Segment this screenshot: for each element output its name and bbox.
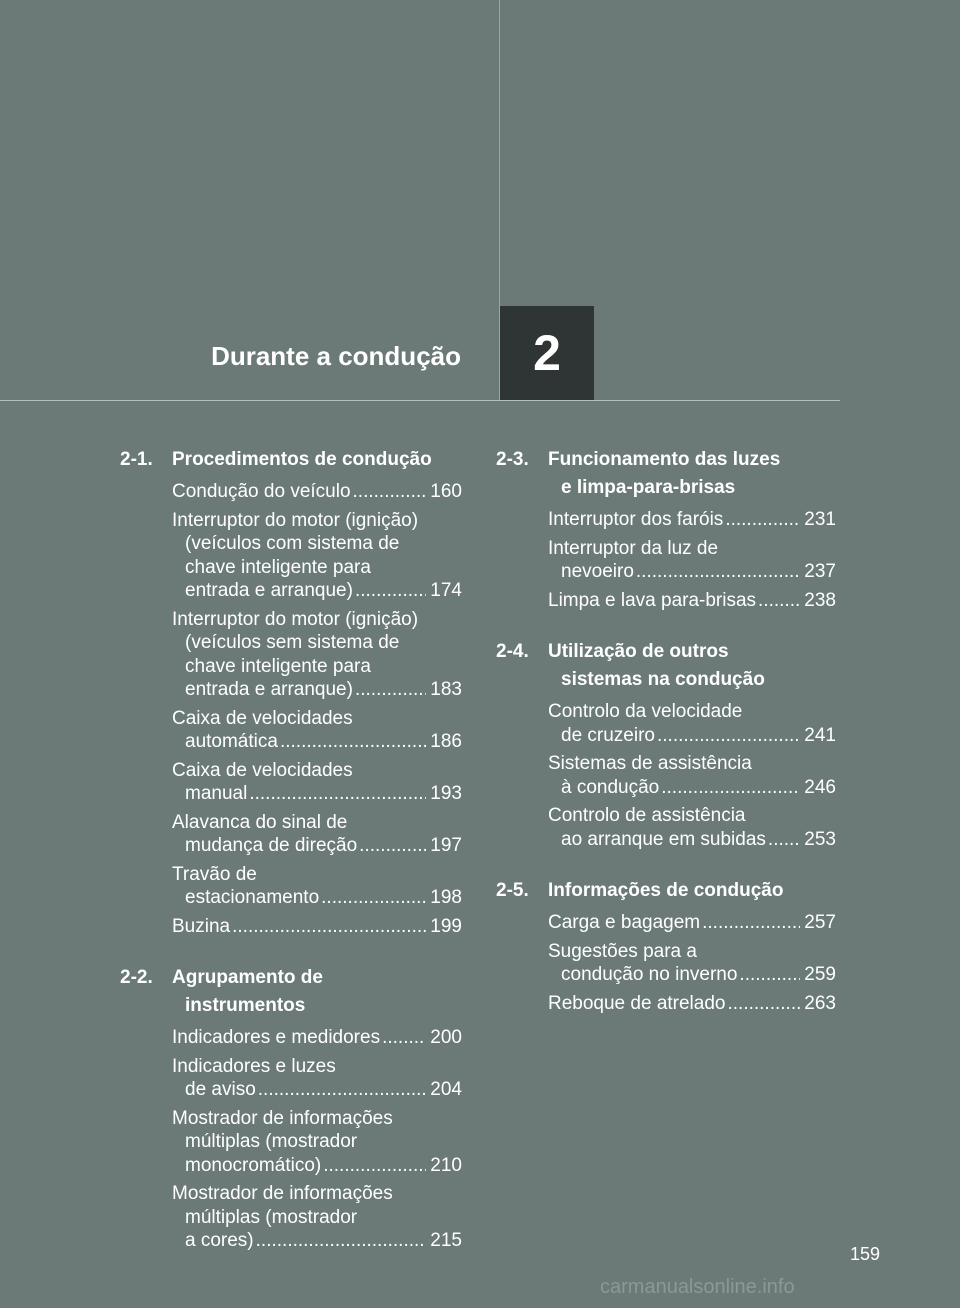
toc-entry (172, 1026, 462, 1050)
entry-text-line: Interruptor do motor (ignição) (172, 608, 419, 630)
toc-entry (172, 759, 462, 806)
toc-entry (172, 811, 462, 858)
entry-text-line: condução no inverno (561, 964, 738, 985)
section-number: 2-3. (496, 449, 529, 470)
toc-section (120, 446, 462, 938)
entry-page-number: 253 (804, 828, 836, 850)
entry-last-line (172, 1078, 462, 1102)
toc-entry (172, 1107, 462, 1178)
toc-entry (172, 608, 462, 702)
entry-last-line (548, 992, 836, 1016)
toc-entry (548, 911, 836, 935)
section-heading (496, 638, 836, 694)
entry-last-line (172, 782, 462, 806)
section-title-line: Procedimentos de condução (172, 449, 432, 470)
entry-text-line: Interruptor do motor (ignição) (172, 509, 419, 531)
entry-page-number: 197 (430, 835, 462, 856)
entry-text-line: de aviso (185, 1079, 256, 1100)
toc-section (496, 638, 836, 851)
entry-text-line: Condução do veículo (172, 481, 351, 502)
entry-text-line: Sistemas de assistência (548, 753, 752, 774)
section-title-line: Agrupamento de (172, 967, 323, 988)
entry-last-line (172, 886, 462, 910)
entry-text-line: a cores) (185, 1230, 254, 1251)
dot-leader (636, 560, 800, 584)
toc-column-left (120, 446, 462, 1279)
entry-text-line: Mostrador de informações (172, 1107, 393, 1129)
dot-leader (657, 724, 800, 748)
dot-leader (353, 480, 427, 504)
entry-text-line: (veículos sem sistema de (185, 632, 400, 653)
entry-last-line (548, 508, 836, 532)
entry-last-line (172, 1154, 462, 1178)
entry-last-line (548, 589, 836, 613)
section-title-line: Informações de condução (548, 880, 784, 901)
chapter-number-tab: 2 (500, 306, 594, 400)
section-heading (120, 446, 462, 474)
toc-entry (548, 992, 836, 1016)
dot-leader (758, 589, 800, 613)
dot-leader (725, 508, 800, 532)
entry-page-number: 263 (804, 992, 836, 1014)
section-heading (496, 446, 836, 502)
section-title-line: e limpa-para-brisas (561, 477, 736, 498)
entry-last-line (172, 1026, 462, 1050)
section-number: 2-4. (496, 641, 529, 662)
toc-entry (172, 1055, 462, 1102)
dot-leader (661, 776, 800, 800)
entry-text-line: monocromático) (185, 1154, 322, 1176)
entry-last-line (548, 776, 836, 800)
dot-leader (768, 828, 800, 852)
entry-last-line (172, 1229, 462, 1253)
section-title-line: sistemas na condução (561, 669, 765, 690)
toc-entry (548, 589, 836, 613)
dot-leader (256, 1229, 427, 1253)
entry-last-line (548, 911, 836, 935)
entry-text-line: Reboque de atrelado (548, 992, 726, 1014)
toc-entry (172, 509, 462, 603)
dot-leader (280, 730, 426, 754)
entry-page-number: 257 (804, 912, 836, 933)
entry-page-number: 241 (804, 724, 836, 746)
entry-last-line (548, 724, 836, 748)
section-heading (120, 964, 462, 1020)
toc-entry (172, 1182, 462, 1253)
entry-text-line: Indicadores e medidores (172, 1027, 381, 1048)
toc-entry (548, 752, 836, 799)
entry-text-line: entrada e arranque) (185, 580, 353, 601)
entry-page-number: 186 (430, 731, 462, 752)
entry-text-line: entrada e arranque) (185, 679, 353, 700)
entry-text-line: Travão de (172, 863, 257, 885)
entry-text-line: Alavanca do sinal de (172, 811, 348, 833)
toc-entry (172, 707, 462, 754)
dot-leader (321, 886, 426, 910)
toc-column-right (496, 446, 836, 1041)
entry-text-line: chave inteligente para (185, 556, 371, 578)
watermark: carmanualsonline.info (600, 1276, 795, 1298)
dot-leader (355, 678, 426, 702)
entry-text-line: Caixa de velocidades (172, 759, 353, 781)
dot-leader (359, 834, 426, 858)
entry-page-number: 174 (430, 580, 462, 601)
entry-page-number: 238 (804, 589, 836, 611)
entry-last-line (548, 963, 836, 987)
entry-text-line: (veículos com sistema de (185, 533, 400, 554)
entry-text-line: Sugestões para a (548, 940, 697, 962)
toc-section (496, 877, 836, 1015)
dot-leader (323, 1154, 426, 1178)
dot-leader (382, 1026, 426, 1050)
entry-page-number: 237 (804, 561, 836, 582)
toc-entry (172, 863, 462, 910)
entry-text-line: Interruptor da luz de (548, 537, 719, 559)
dot-leader (355, 579, 426, 603)
toc-entry (548, 940, 836, 987)
section-title-line: Utilização de outros (548, 641, 729, 662)
header-rule (0, 400, 840, 401)
entry-page-number: 259 (804, 964, 836, 985)
entry-last-line (172, 579, 462, 603)
section-heading (496, 877, 836, 905)
toc-entry (548, 804, 836, 851)
section-number: 2-2. (120, 967, 153, 988)
page-number: 159 (850, 1244, 881, 1264)
entry-page-number: 204 (430, 1079, 462, 1100)
section-number: 2-5. (496, 880, 529, 901)
toc-entry (548, 700, 836, 747)
entry-text-line: à condução (561, 776, 660, 798)
toc-entry (548, 508, 836, 532)
toc-entry (548, 537, 836, 584)
entry-last-line (172, 730, 462, 754)
section-title-line: Funcionamento das luzes (548, 449, 781, 470)
entry-last-line (172, 678, 462, 702)
entry-text-line: Caixa de velocidades (172, 707, 353, 729)
entry-text-line: Limpa e lava para-brisas (548, 589, 757, 611)
entry-page-number: 160 (430, 481, 462, 502)
entry-text-line: manual (185, 783, 248, 804)
entry-last-line (172, 834, 462, 858)
entry-text-line: ao arranque em subidas (561, 828, 766, 850)
entry-text-line: estacionamento (185, 887, 320, 908)
entry-last-line (548, 560, 836, 584)
entry-page-number: 215 (430, 1230, 462, 1251)
entry-text-line: Interruptor dos faróis (548, 509, 724, 530)
dot-leader (739, 963, 800, 987)
chapter-title: Durante a condução (211, 341, 461, 371)
entry-page-number: 246 (804, 776, 836, 798)
entry-last-line (172, 480, 462, 504)
dot-leader (702, 911, 800, 935)
entry-last-line (172, 915, 462, 939)
entry-text-line: automática (185, 731, 278, 752)
entry-last-line (548, 828, 836, 852)
entry-text-line: múltiplas (mostrador (185, 1131, 358, 1152)
entry-page-number: 199 (430, 915, 462, 937)
entry-page-number: 198 (430, 887, 462, 908)
entry-text-line: Indicadores e luzes (172, 1055, 336, 1077)
entry-page-number: 193 (430, 783, 462, 804)
entry-page-number: 231 (804, 509, 836, 530)
entry-text-line: Carga e bagagem (548, 912, 701, 933)
entry-page-number: 200 (430, 1027, 462, 1048)
toc-section (120, 964, 462, 1253)
entry-text-line: Controlo de assistência (548, 805, 746, 826)
toc-entry (172, 915, 462, 939)
dot-leader (249, 782, 426, 806)
dot-leader (232, 915, 426, 939)
toc-section (496, 446, 836, 612)
entry-text-line: mudança de direção (185, 835, 358, 856)
entry-text-line: Mostrador de informações (172, 1183, 393, 1204)
dot-leader (258, 1078, 427, 1102)
entry-text-line: múltiplas (mostrador (185, 1206, 358, 1228)
entry-text-line: nevoeiro (561, 561, 634, 582)
entry-page-number: 183 (430, 679, 462, 700)
section-title-line: instrumentos (185, 995, 306, 1016)
entry-text-line: Controlo da velocidade (548, 701, 743, 722)
entry-text-line: Buzina (172, 915, 231, 937)
toc-entry (172, 480, 462, 504)
entry-text-line: de cruzeiro (561, 724, 655, 746)
entry-text-line: chave inteligente para (185, 655, 371, 677)
entry-page-number: 210 (430, 1154, 462, 1176)
dot-leader (727, 992, 800, 1016)
section-number: 2-1. (120, 449, 153, 470)
